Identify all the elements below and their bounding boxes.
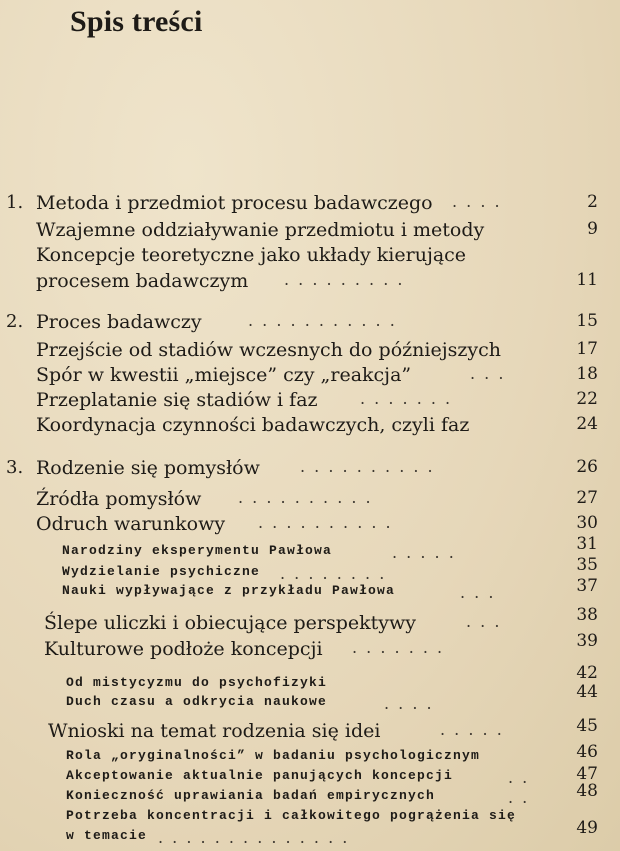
leader-dots: . . . . . . . [360, 389, 453, 408]
page-number: 27 [576, 488, 598, 508]
leader-dots: . . . . . [440, 720, 504, 739]
entry-title: Wnioski na temat rodzenia się idei [48, 720, 381, 742]
page-number: 26 [576, 457, 598, 477]
page-number: 31 [576, 534, 598, 554]
page-number: 37 [576, 576, 598, 596]
leader-dots: . . . . . . . . . . . . . . [158, 828, 350, 847]
page-number: 48 [576, 781, 598, 801]
entry-title: Metoda i przedmiot procesu badawczego [36, 192, 433, 214]
entry-title: Proces badawczy [36, 311, 202, 333]
leader-dots: . . . . . . . . . [284, 270, 405, 289]
entry-title: Przejście od stadiów wczesnych do późniejszych [36, 339, 501, 361]
page-number: 35 [576, 555, 598, 575]
entry-title: Koordynacja czynności badawczych, czyli faz [36, 414, 470, 436]
page-number: 30 [576, 513, 598, 533]
chapter-number: 3. [6, 457, 24, 478]
leader-dots: . . . . . [392, 543, 456, 562]
entry-title: Rola „oryginalności” w badaniu psychologicznym [66, 748, 481, 763]
entry-title: Konieczność uprawiania badań empirycznych [66, 788, 436, 803]
leader-dots: . . . . [384, 694, 434, 713]
entry-title: Koncepcje teoretyczne jako układy kierujące [36, 244, 467, 266]
entry-title: Od mistycyzmu do psychofizyki [66, 675, 328, 690]
leader-dots: . . . [460, 583, 496, 602]
leader-dots: . . . . . . . . . . [258, 513, 393, 532]
entry-title: Duch czasu a odkrycia naukowe [66, 694, 328, 709]
entry-title: Wzajemne oddziaływanie przedmiotu i metody [36, 219, 485, 241]
leader-dots: . . . . . . . . . . [300, 457, 435, 476]
page-number: 42 [576, 663, 598, 683]
page-number: 9 [587, 219, 598, 239]
leader-dots: . . . . [452, 192, 502, 211]
entry-title: Spór w kwestii „miejsce” czy „reakcja” [36, 364, 412, 386]
chapter-number: 2. [6, 311, 24, 332]
entry-title: Ślepe uliczki i obiecujące perspektywy [44, 612, 417, 634]
page-number: 15 [576, 311, 598, 331]
page-number: 44 [576, 682, 598, 702]
page-number: 45 [576, 716, 598, 736]
entry-title: Potrzeba koncentracji i całkowitego pogrążenia się [66, 808, 517, 823]
page-number: 18 [576, 364, 598, 384]
chapter-number: 1. [6, 192, 24, 213]
entry-title: w temacie [66, 828, 148, 843]
leader-dots: . . . . . . . [352, 638, 445, 657]
leader-dots: . . . [466, 612, 502, 631]
page-number: 24 [576, 414, 598, 434]
entry-title: procesem badawczym [36, 270, 249, 292]
entry-title: Źródła pomysłów [36, 488, 202, 510]
leader-dots: . . . [470, 364, 506, 383]
page-number: 17 [576, 339, 598, 359]
leader-dots: . . [508, 768, 530, 787]
leader-dots: . . . . . . . . . . . [248, 311, 397, 330]
entry-title: Odruch warunkowy [36, 513, 226, 535]
page-number: 47 [576, 764, 598, 784]
entry-title: Nauki wypływające z przykładu Pawłowa [62, 583, 396, 598]
page-title: Spis treści [70, 5, 203, 38]
entry-title: Przeplatanie się stadiów i faz [36, 389, 318, 411]
entry-title: Wydzielanie psychiczne [62, 564, 261, 579]
leader-dots: . . . . . . . . [280, 564, 387, 583]
leader-dots: . . . . . . . . . . [238, 488, 373, 507]
entry-title: Kulturowe podłoże koncepcji [44, 638, 323, 660]
page-number: 46 [576, 742, 598, 762]
entry-title: Akceptowanie aktualnie panujących koncepcji [66, 768, 454, 783]
entry-title: Rodzenie się pomysłów [36, 457, 260, 479]
page-number: 11 [576, 270, 598, 290]
page-number: 49 [576, 818, 598, 838]
page-number: 22 [576, 389, 598, 409]
page-number: 2 [587, 192, 598, 212]
leader-dots: . . [508, 788, 530, 807]
page-number: 38 [576, 605, 598, 625]
entry-title: Narodziny eksperymentu Pawłowa [62, 543, 333, 558]
page-number: 39 [576, 631, 598, 651]
